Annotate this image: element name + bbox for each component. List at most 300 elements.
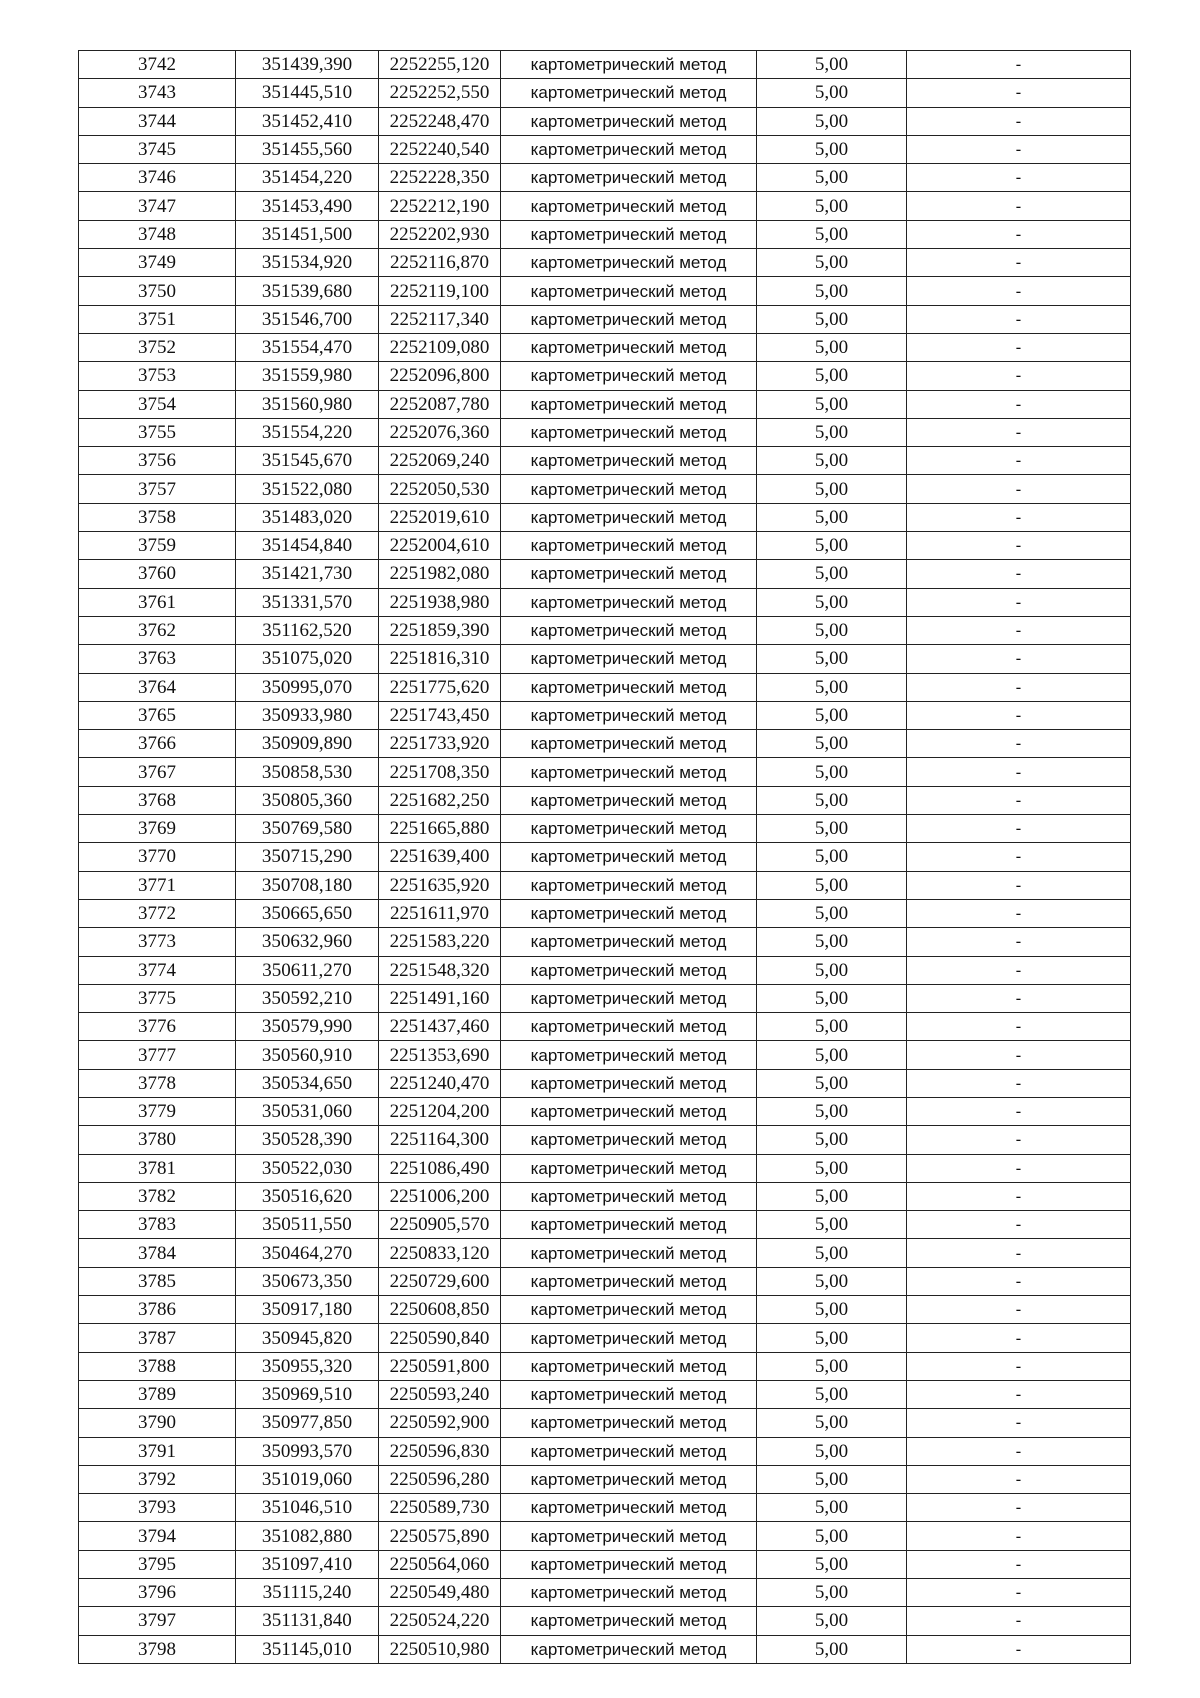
y-coordinate-cell: 2251682,250 (379, 786, 501, 814)
y-coordinate-cell: 2251611,970 (379, 899, 501, 927)
table-row (79, 164, 1131, 192)
method-cell: картометрический метод (501, 588, 757, 616)
y-coordinate-cell: 2251548,320 (379, 956, 501, 984)
method-cell: картометрический метод (501, 164, 757, 192)
accuracy-cell: 5,00 (757, 730, 907, 758)
accuracy-cell: 5,00 (757, 249, 907, 277)
x-coordinate-cell: 350805,360 (236, 786, 379, 814)
y-coordinate-cell: 2251086,490 (379, 1154, 501, 1182)
y-coordinate-cell: 2252109,080 (379, 333, 501, 361)
y-coordinate-cell: 2252202,930 (379, 220, 501, 248)
method-cell: картометрический метод (501, 1324, 757, 1352)
note-cell: - (907, 1126, 1131, 1154)
accuracy-cell: 5,00 (757, 1013, 907, 1041)
method-cell: картометрический метод (501, 1154, 757, 1182)
accuracy-cell: 5,00 (757, 1522, 907, 1550)
point-number-cell: 3749 (79, 249, 236, 277)
accuracy-cell: 5,00 (757, 277, 907, 305)
note-cell: - (907, 645, 1131, 673)
y-coordinate-cell: 2251743,450 (379, 701, 501, 729)
y-coordinate-cell: 2250564,060 (379, 1550, 501, 1578)
point-number-cell: 3760 (79, 560, 236, 588)
x-coordinate-cell: 351453,490 (236, 192, 379, 220)
point-number-cell: 3751 (79, 305, 236, 333)
point-number-cell: 3785 (79, 1267, 236, 1295)
x-coordinate-cell: 350522,030 (236, 1154, 379, 1182)
point-number-cell: 3743 (79, 79, 236, 107)
y-coordinate-cell: 2251816,310 (379, 645, 501, 673)
note-cell: - (907, 1097, 1131, 1125)
method-cell: картометрический метод (501, 815, 757, 843)
note-cell: - (907, 1465, 1131, 1493)
x-coordinate-cell: 351445,510 (236, 79, 379, 107)
accuracy-cell: 5,00 (757, 1437, 907, 1465)
point-number-cell: 3757 (79, 475, 236, 503)
y-coordinate-cell: 2251353,690 (379, 1041, 501, 1069)
y-coordinate-cell: 2252096,800 (379, 362, 501, 390)
y-coordinate-cell: 2252019,610 (379, 503, 501, 531)
point-number-cell: 3766 (79, 730, 236, 758)
method-cell: картометрический метод (501, 1465, 757, 1493)
note-cell: - (907, 51, 1131, 79)
note-cell: - (907, 1013, 1131, 1041)
point-number-cell: 3742 (79, 51, 236, 79)
y-coordinate-cell: 2251240,470 (379, 1069, 501, 1097)
method-cell: картометрический метод (501, 277, 757, 305)
accuracy-cell: 5,00 (757, 107, 907, 135)
note-cell: - (907, 1041, 1131, 1069)
y-coordinate-cell: 2252248,470 (379, 107, 501, 135)
accuracy-cell: 5,00 (757, 503, 907, 531)
table-row (79, 1069, 1131, 1097)
y-coordinate-cell: 2251775,620 (379, 673, 501, 701)
x-coordinate-cell: 350592,210 (236, 984, 379, 1012)
method-cell: картометрический метод (501, 1522, 757, 1550)
accuracy-cell: 5,00 (757, 1579, 907, 1607)
point-number-cell: 3762 (79, 616, 236, 644)
y-coordinate-cell: 2250575,890 (379, 1522, 501, 1550)
point-number-cell: 3797 (79, 1607, 236, 1635)
accuracy-cell: 5,00 (757, 447, 907, 475)
x-coordinate-cell: 351097,410 (236, 1550, 379, 1578)
method-cell: картометрический метод (501, 928, 757, 956)
method-cell: картометрический метод (501, 1494, 757, 1522)
y-coordinate-cell: 2251006,200 (379, 1182, 501, 1210)
table-row (79, 815, 1131, 843)
table-row (79, 758, 1131, 786)
table-row (79, 1154, 1131, 1182)
x-coordinate-cell: 351545,670 (236, 447, 379, 475)
method-cell: картометрический метод (501, 1296, 757, 1324)
note-cell: - (907, 418, 1131, 446)
y-coordinate-cell: 2252116,870 (379, 249, 501, 277)
method-cell: картометрический метод (501, 701, 757, 729)
method-cell: картометрический метод (501, 220, 757, 248)
method-cell: картометрический метод (501, 192, 757, 220)
y-coordinate-cell: 2251938,980 (379, 588, 501, 616)
table-row (79, 899, 1131, 927)
note-cell: - (907, 815, 1131, 843)
point-number-cell: 3764 (79, 673, 236, 701)
method-cell: картометрический метод (501, 249, 757, 277)
method-cell: картометрический метод (501, 1239, 757, 1267)
note-cell: - (907, 164, 1131, 192)
note-cell: - (907, 1550, 1131, 1578)
table-row (79, 1579, 1131, 1607)
point-number-cell: 3769 (79, 815, 236, 843)
accuracy-cell: 5,00 (757, 1097, 907, 1125)
accuracy-cell: 5,00 (757, 192, 907, 220)
note-cell: - (907, 1437, 1131, 1465)
accuracy-cell: 5,00 (757, 305, 907, 333)
point-number-cell: 3746 (79, 164, 236, 192)
x-coordinate-cell: 351534,920 (236, 249, 379, 277)
note-cell: - (907, 1296, 1131, 1324)
point-number-cell: 3754 (79, 390, 236, 418)
method-cell: картометрический метод (501, 1437, 757, 1465)
point-number-cell: 3798 (79, 1635, 236, 1663)
y-coordinate-cell: 2251859,390 (379, 616, 501, 644)
coordinates-table (78, 50, 1131, 1664)
x-coordinate-cell: 351483,020 (236, 503, 379, 531)
point-number-cell: 3770 (79, 843, 236, 871)
table-row (79, 560, 1131, 588)
point-number-cell: 3771 (79, 871, 236, 899)
note-cell: - (907, 1522, 1131, 1550)
table-row (79, 220, 1131, 248)
accuracy-cell: 5,00 (757, 645, 907, 673)
accuracy-cell: 5,00 (757, 1296, 907, 1324)
note-cell: - (907, 305, 1131, 333)
x-coordinate-cell: 351554,470 (236, 333, 379, 361)
table-row (79, 51, 1131, 79)
accuracy-cell: 5,00 (757, 1494, 907, 1522)
method-cell: картометрический метод (501, 447, 757, 475)
accuracy-cell: 5,00 (757, 1607, 907, 1635)
accuracy-cell: 5,00 (757, 1465, 907, 1493)
table-row (79, 1607, 1131, 1635)
y-coordinate-cell: 2250729,600 (379, 1267, 501, 1295)
note-cell: - (907, 390, 1131, 418)
x-coordinate-cell: 351454,220 (236, 164, 379, 192)
note-cell: - (907, 843, 1131, 871)
note-cell: - (907, 1409, 1131, 1437)
table-row (79, 1409, 1131, 1437)
note-cell: - (907, 475, 1131, 503)
point-number-cell: 3765 (79, 701, 236, 729)
method-cell: картометрический метод (501, 1579, 757, 1607)
note-cell: - (907, 362, 1131, 390)
y-coordinate-cell: 2251437,460 (379, 1013, 501, 1041)
x-coordinate-cell: 350560,910 (236, 1041, 379, 1069)
method-cell: картометрический метод (501, 51, 757, 79)
accuracy-cell: 5,00 (757, 1324, 907, 1352)
table-row (79, 362, 1131, 390)
table-row (79, 1239, 1131, 1267)
table-row (79, 475, 1131, 503)
table-row (79, 871, 1131, 899)
method-cell: картометрический метод (501, 107, 757, 135)
x-coordinate-cell: 351131,840 (236, 1607, 379, 1635)
x-coordinate-cell: 350933,980 (236, 701, 379, 729)
method-cell: картометрический метод (501, 532, 757, 560)
y-coordinate-cell: 2251665,880 (379, 815, 501, 843)
method-cell: картометрический метод (501, 1041, 757, 1069)
x-coordinate-cell: 350534,650 (236, 1069, 379, 1097)
method-cell: картометрический метод (501, 418, 757, 446)
note-cell: - (907, 1069, 1131, 1097)
point-number-cell: 3780 (79, 1126, 236, 1154)
point-number-cell: 3747 (79, 192, 236, 220)
point-number-cell: 3750 (79, 277, 236, 305)
accuracy-cell: 5,00 (757, 475, 907, 503)
y-coordinate-cell: 2252252,550 (379, 79, 501, 107)
point-number-cell: 3781 (79, 1154, 236, 1182)
x-coordinate-cell: 350673,350 (236, 1267, 379, 1295)
point-number-cell: 3783 (79, 1211, 236, 1239)
x-coordinate-cell: 350969,510 (236, 1380, 379, 1408)
method-cell: картометрический метод (501, 730, 757, 758)
table-row (79, 1013, 1131, 1041)
x-coordinate-cell: 350715,290 (236, 843, 379, 871)
accuracy-cell: 5,00 (757, 673, 907, 701)
accuracy-cell: 5,00 (757, 1550, 907, 1578)
table-row (79, 1437, 1131, 1465)
accuracy-cell: 5,00 (757, 956, 907, 984)
accuracy-cell: 5,00 (757, 588, 907, 616)
point-number-cell: 3744 (79, 107, 236, 135)
point-number-cell: 3753 (79, 362, 236, 390)
accuracy-cell: 5,00 (757, 560, 907, 588)
method-cell: картометрический метод (501, 79, 757, 107)
x-coordinate-cell: 350528,390 (236, 1126, 379, 1154)
y-coordinate-cell: 2252004,610 (379, 532, 501, 560)
accuracy-cell: 5,00 (757, 79, 907, 107)
y-coordinate-cell: 2251982,080 (379, 560, 501, 588)
point-number-cell: 3786 (79, 1296, 236, 1324)
x-coordinate-cell: 350858,530 (236, 758, 379, 786)
method-cell: картометрический метод (501, 1409, 757, 1437)
point-number-cell: 3748 (79, 220, 236, 248)
x-coordinate-cell: 350917,180 (236, 1296, 379, 1324)
y-coordinate-cell: 2252050,530 (379, 475, 501, 503)
note-cell: - (907, 616, 1131, 644)
y-coordinate-cell: 2252228,350 (379, 164, 501, 192)
note-cell: - (907, 1635, 1131, 1663)
x-coordinate-cell: 351539,680 (236, 277, 379, 305)
table-row (79, 333, 1131, 361)
y-coordinate-cell: 2250591,800 (379, 1352, 501, 1380)
table-row (79, 135, 1131, 163)
y-coordinate-cell: 2251733,920 (379, 730, 501, 758)
point-number-cell: 3796 (79, 1579, 236, 1607)
method-cell: картометрический метод (501, 786, 757, 814)
accuracy-cell: 5,00 (757, 984, 907, 1012)
y-coordinate-cell: 2250593,240 (379, 1380, 501, 1408)
x-coordinate-cell: 350464,270 (236, 1239, 379, 1267)
table-row (79, 277, 1131, 305)
x-coordinate-cell: 351075,020 (236, 645, 379, 673)
method-cell: картометрический метод (501, 390, 757, 418)
accuracy-cell: 5,00 (757, 1635, 907, 1663)
note-cell: - (907, 1211, 1131, 1239)
x-coordinate-cell: 351559,980 (236, 362, 379, 390)
note-cell: - (907, 730, 1131, 758)
method-cell: картометрический метод (501, 560, 757, 588)
note-cell: - (907, 758, 1131, 786)
x-coordinate-cell: 351331,570 (236, 588, 379, 616)
x-coordinate-cell: 350516,620 (236, 1182, 379, 1210)
point-number-cell: 3745 (79, 135, 236, 163)
point-number-cell: 3756 (79, 447, 236, 475)
x-coordinate-cell: 351452,410 (236, 107, 379, 135)
point-number-cell: 3773 (79, 928, 236, 956)
method-cell: картометрический метод (501, 871, 757, 899)
method-cell: картометрический метод (501, 1607, 757, 1635)
accuracy-cell: 5,00 (757, 135, 907, 163)
x-coordinate-cell: 350955,320 (236, 1352, 379, 1380)
method-cell: картометрический метод (501, 899, 757, 927)
table-row (79, 1097, 1131, 1125)
note-cell: - (907, 899, 1131, 927)
x-coordinate-cell: 351019,060 (236, 1465, 379, 1493)
y-coordinate-cell: 2252119,100 (379, 277, 501, 305)
table-row (79, 1041, 1131, 1069)
table-row (79, 786, 1131, 814)
y-coordinate-cell: 2251204,200 (379, 1097, 501, 1125)
method-cell: картометрический метод (501, 758, 757, 786)
accuracy-cell: 5,00 (757, 1041, 907, 1069)
note-cell: - (907, 701, 1131, 729)
note-cell: - (907, 107, 1131, 135)
table-row (79, 1522, 1131, 1550)
accuracy-cell: 5,00 (757, 899, 907, 927)
method-cell: картометрический метод (501, 984, 757, 1012)
point-number-cell: 3755 (79, 418, 236, 446)
point-number-cell: 3768 (79, 786, 236, 814)
accuracy-cell: 5,00 (757, 390, 907, 418)
y-coordinate-cell: 2250833,120 (379, 1239, 501, 1267)
note-cell: - (907, 1352, 1131, 1380)
point-number-cell: 3784 (79, 1239, 236, 1267)
point-number-cell: 3776 (79, 1013, 236, 1041)
point-number-cell: 3788 (79, 1352, 236, 1380)
note-cell: - (907, 1494, 1131, 1522)
note-cell: - (907, 673, 1131, 701)
y-coordinate-cell: 2252240,540 (379, 135, 501, 163)
note-cell: - (907, 79, 1131, 107)
point-number-cell: 3795 (79, 1550, 236, 1578)
method-cell: картометрический метод (501, 1550, 757, 1578)
x-coordinate-cell: 351455,560 (236, 135, 379, 163)
accuracy-cell: 5,00 (757, 1211, 907, 1239)
table-row (79, 616, 1131, 644)
accuracy-cell: 5,00 (757, 701, 907, 729)
x-coordinate-cell: 351522,080 (236, 475, 379, 503)
method-cell: картометрический метод (501, 1267, 757, 1295)
y-coordinate-cell: 2250510,980 (379, 1635, 501, 1663)
point-number-cell: 3787 (79, 1324, 236, 1352)
accuracy-cell: 5,00 (757, 1154, 907, 1182)
y-coordinate-cell: 2250596,280 (379, 1465, 501, 1493)
table-row (79, 79, 1131, 107)
table-row (79, 701, 1131, 729)
point-number-cell: 3791 (79, 1437, 236, 1465)
x-coordinate-cell: 351162,520 (236, 616, 379, 644)
note-cell: - (907, 1154, 1131, 1182)
accuracy-cell: 5,00 (757, 616, 907, 644)
y-coordinate-cell: 2252069,240 (379, 447, 501, 475)
table-row (79, 1494, 1131, 1522)
table-row (79, 305, 1131, 333)
method-cell: картометрический метод (501, 1380, 757, 1408)
accuracy-cell: 5,00 (757, 1182, 907, 1210)
y-coordinate-cell: 2252076,360 (379, 418, 501, 446)
accuracy-cell: 5,00 (757, 786, 907, 814)
coordinates-table-body (79, 51, 1131, 1664)
y-coordinate-cell: 2252212,190 (379, 192, 501, 220)
note-cell: - (907, 277, 1131, 305)
accuracy-cell: 5,00 (757, 928, 907, 956)
accuracy-cell: 5,00 (757, 362, 907, 390)
y-coordinate-cell: 2251164,300 (379, 1126, 501, 1154)
table-row (79, 447, 1131, 475)
x-coordinate-cell: 350909,890 (236, 730, 379, 758)
y-coordinate-cell: 2250592,900 (379, 1409, 501, 1437)
method-cell: картометрический метод (501, 1182, 757, 1210)
accuracy-cell: 5,00 (757, 1239, 907, 1267)
y-coordinate-cell: 2252255,120 (379, 51, 501, 79)
y-coordinate-cell: 2251639,400 (379, 843, 501, 871)
accuracy-cell: 5,00 (757, 1380, 907, 1408)
method-cell: картометрический метод (501, 1069, 757, 1097)
point-number-cell: 3775 (79, 984, 236, 1012)
table-row (79, 1267, 1131, 1295)
table-row (79, 1550, 1131, 1578)
x-coordinate-cell: 350531,060 (236, 1097, 379, 1125)
note-cell: - (907, 532, 1131, 560)
point-number-cell: 3752 (79, 333, 236, 361)
accuracy-cell: 5,00 (757, 758, 907, 786)
y-coordinate-cell: 2250524,220 (379, 1607, 501, 1635)
table-row (79, 1182, 1131, 1210)
accuracy-cell: 5,00 (757, 333, 907, 361)
accuracy-cell: 5,00 (757, 871, 907, 899)
table-row (79, 1211, 1131, 1239)
method-cell: картометрический метод (501, 333, 757, 361)
y-coordinate-cell: 2250608,850 (379, 1296, 501, 1324)
note-cell: - (907, 928, 1131, 956)
y-coordinate-cell: 2251491,160 (379, 984, 501, 1012)
table-row (79, 843, 1131, 871)
note-cell: - (907, 1324, 1131, 1352)
accuracy-cell: 5,00 (757, 1409, 907, 1437)
x-coordinate-cell: 351439,390 (236, 51, 379, 79)
table-row (79, 956, 1131, 984)
note-cell: - (907, 503, 1131, 531)
accuracy-cell: 5,00 (757, 843, 907, 871)
method-cell: картометрический метод (501, 1013, 757, 1041)
x-coordinate-cell: 351560,980 (236, 390, 379, 418)
note-cell: - (907, 871, 1131, 899)
table-row (79, 1465, 1131, 1493)
x-coordinate-cell: 351546,700 (236, 305, 379, 333)
x-coordinate-cell: 351451,500 (236, 220, 379, 248)
x-coordinate-cell: 350665,650 (236, 899, 379, 927)
method-cell: картометрический метод (501, 616, 757, 644)
table-row (79, 730, 1131, 758)
note-cell: - (907, 135, 1131, 163)
